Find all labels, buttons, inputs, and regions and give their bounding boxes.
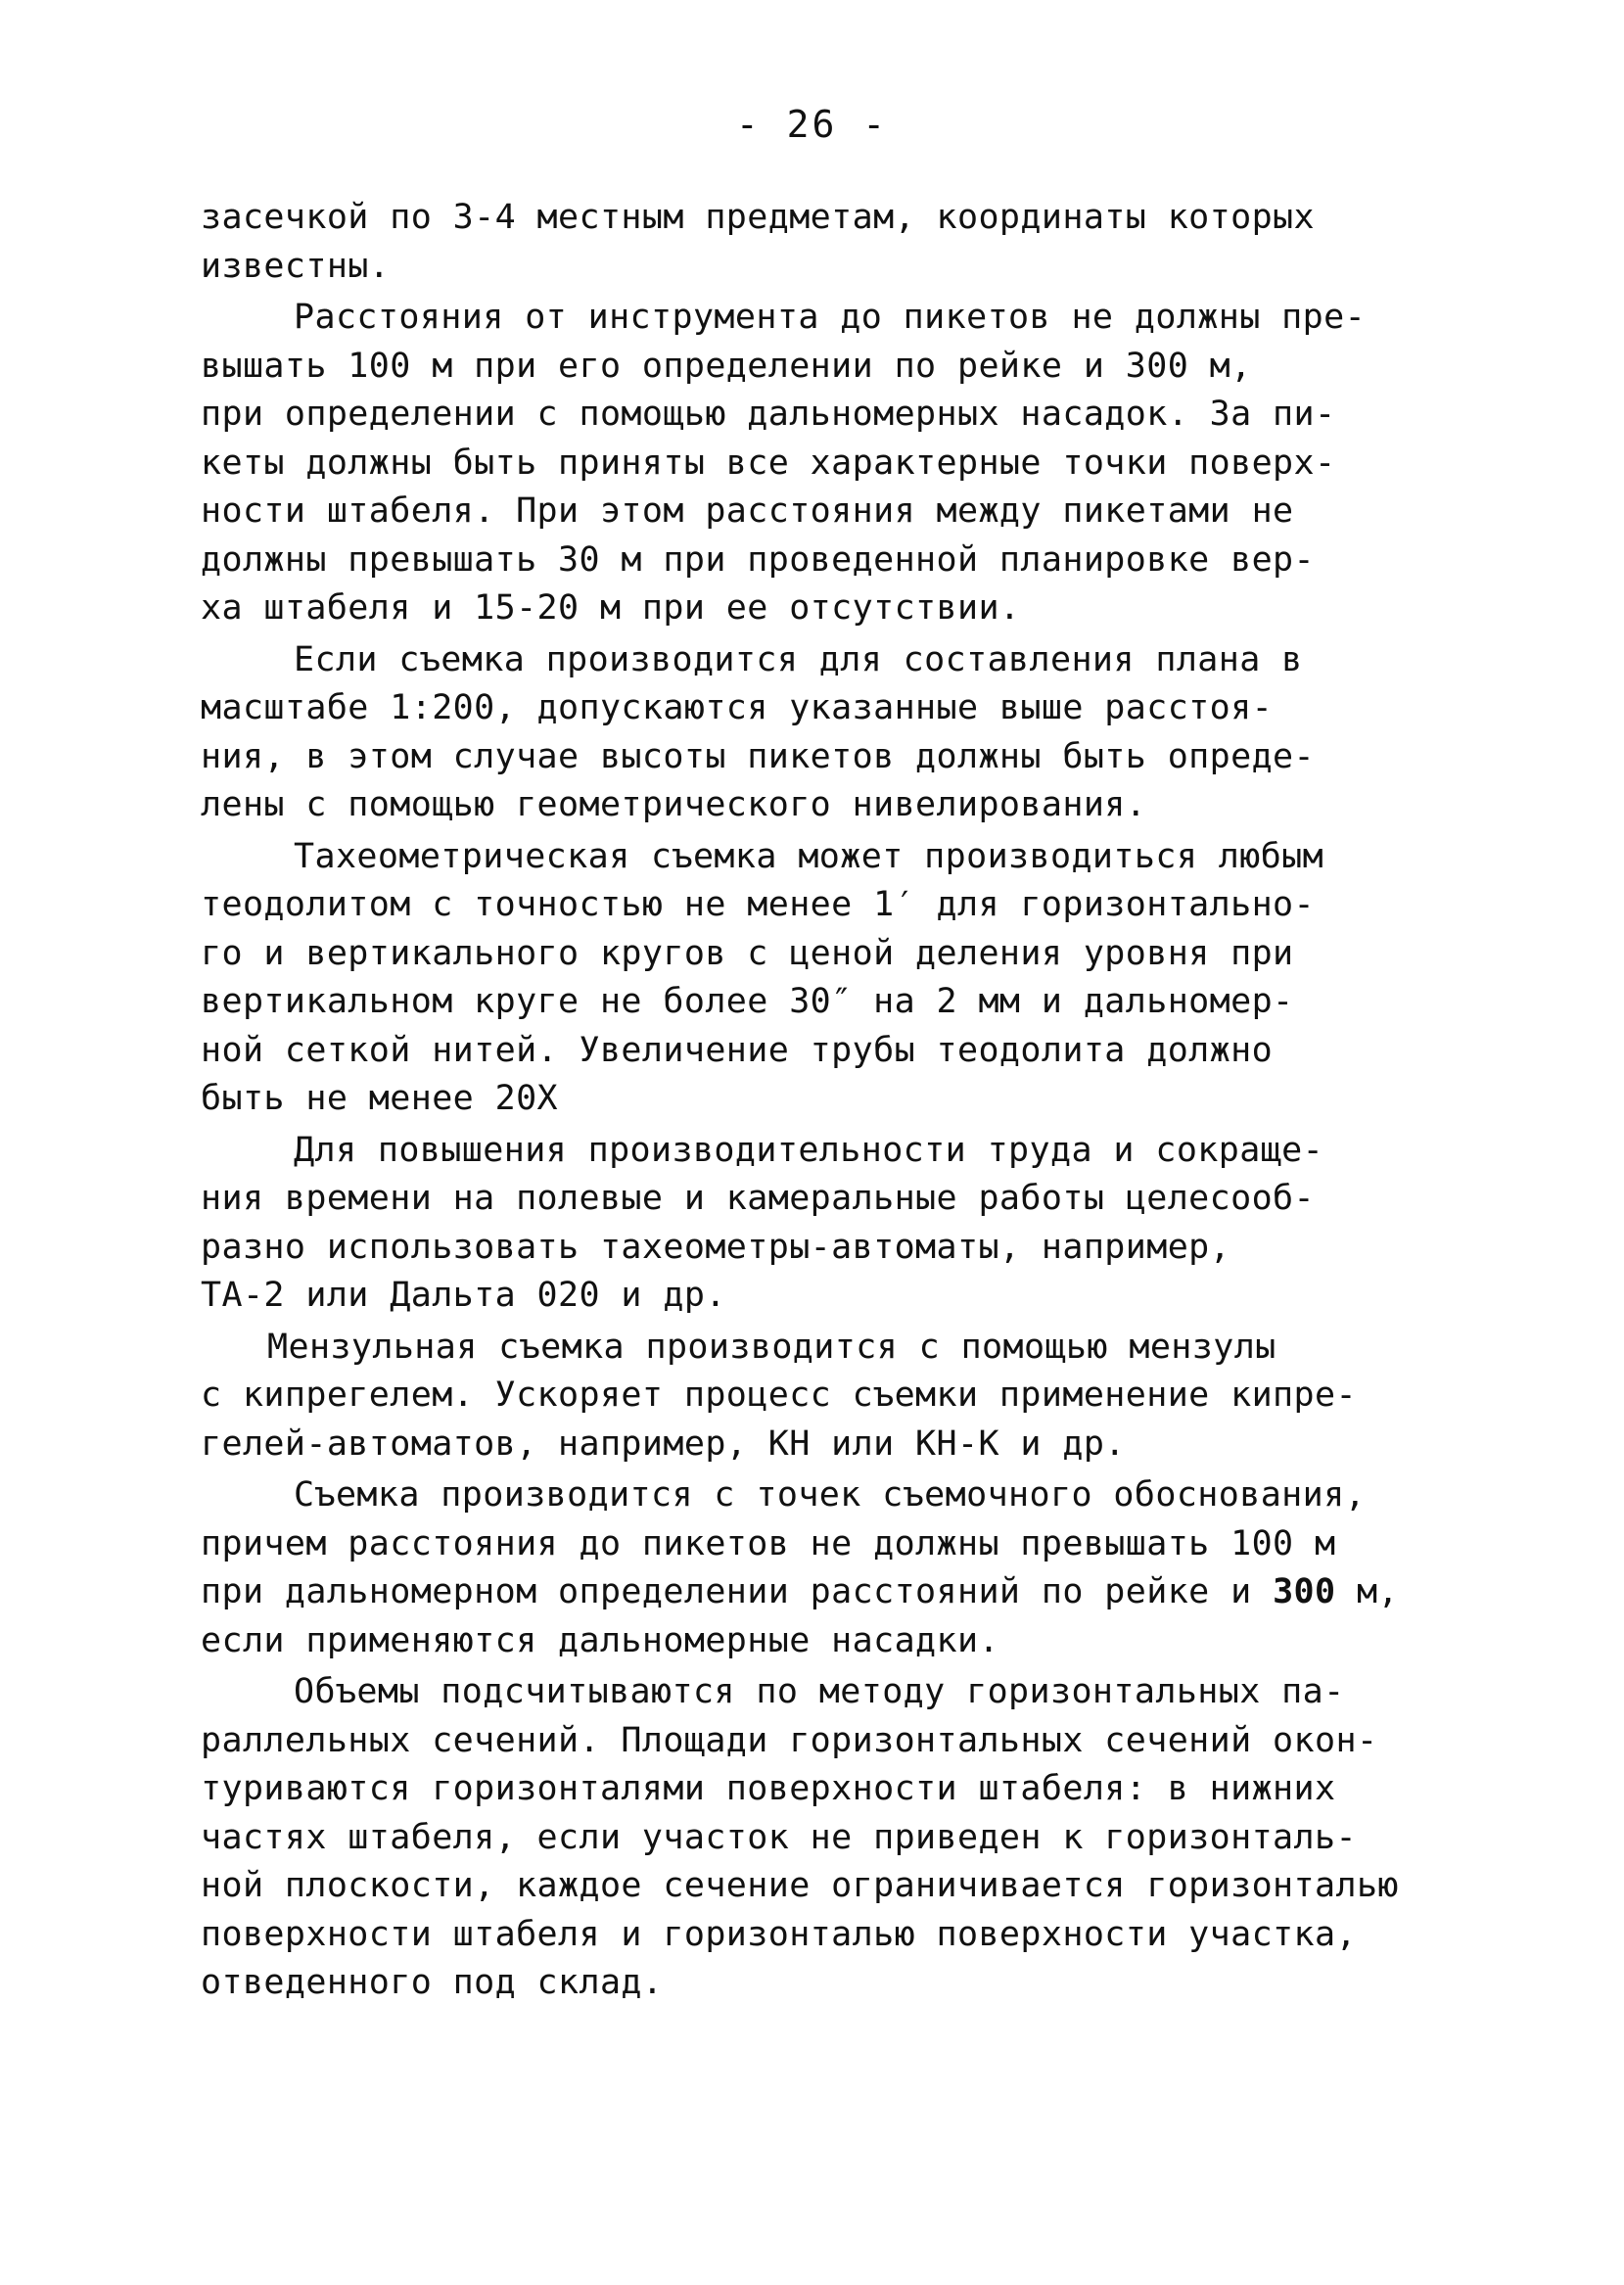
text-line: ной сеткой нитей. Увеличение трубы теодолита должно (201, 1030, 1274, 1070)
text-line: вышать 100 м при его определении по рейке и 300 м, (201, 346, 1252, 386)
paragraph-start-line: Объемы подсчитываются по методу горизонтальных па- (294, 1672, 1345, 1711)
text-line: при дальномерном определении расстояний по рейке и 300 м, (201, 1572, 1399, 1611)
paragraph-start-line: Если съемка производится для составления плана в (294, 639, 1303, 679)
text-line: кеты должны быть приняты все характерные точки поверх- (201, 443, 1336, 483)
text-line: поверхности штабеля и горизонталью поверхности участка, (201, 1914, 1357, 1954)
text-line: вертикальном круге не более 30″ на 2 мм и дальномер- (201, 982, 1294, 1021)
bold-number: 300 (1273, 1572, 1336, 1611)
text-line: должны превышать 30 м при проведенной планировке вер- (201, 539, 1316, 580)
text-line: частях штабеля, если участок не приведен к горизонталь- (201, 1817, 1357, 1857)
text-line: если применяются дальномерные насадки. (201, 1620, 999, 1660)
text-line: ния, в этом случае высоты пикетов должны быть опреде- (201, 736, 1316, 776)
text-line: быть не менее 20Х (201, 1079, 559, 1118)
text-line: ной плоскости, каждое сечение ограничивается горизонталью (201, 1866, 1399, 1905)
text-line: ха штабеля и 15-20 м при ее отсутствии. (201, 588, 1021, 628)
text-line: теодолитом с точностью не менее 1′ для горизонтально- (201, 885, 1316, 924)
text-line: при определении с помощью дальномерных насадок. За пи- (201, 395, 1336, 434)
text-line: гелей-автоматов, например, КН или КН-К и др. (201, 1423, 1126, 1464)
text-line: туриваются горизонталями поверхности штабеля: в нижних (201, 1769, 1336, 1808)
paragraph-start-line: Съемка производится с точек съемочного обоснования, (294, 1475, 1367, 1515)
text-line: ности штабеля. При этом расстояния между пикетами не (201, 491, 1294, 531)
text-line: с кипрегелем. Ускоряет процесс съемки применение кипре- (201, 1376, 1357, 1415)
text-line: разно использовать тахеометры-автоматы, например, (201, 1227, 1231, 1267)
paragraph-start-line: Тахеометрическая съемка может производиться любым (294, 836, 1324, 876)
text-line: засечкой по 3-4 местным предметам, координаты которых (201, 198, 1316, 237)
text-line: го и вертикального кругов с ценой деления уровня при (201, 933, 1294, 973)
text-line: лены с помощью геометрического нивелирования. (201, 785, 1147, 824)
text-line: ния времени на полевые и камеральные работы целесооб- (201, 1179, 1316, 1218)
page-number: - 26 - (735, 103, 889, 146)
paragraph-start-line: Для повышения производительности труда и сокраще- (294, 1130, 1324, 1170)
body-text (201, 194, 1503, 2008)
text-line: раллельных сечений. Площади горизонтальных сечений окон- (201, 1720, 1378, 1760)
text-line: масштабе 1:200, допускаются указанные выше расстоя- (201, 688, 1274, 727)
paragraph-start-line: Мензульная съемка производится с помощью мензулы (267, 1327, 1276, 1367)
text-line: ТА-2 или Дальта 020 и др. (201, 1276, 726, 1315)
text-line: отведенного под склад. (201, 1963, 664, 2002)
paragraph-start-line: Расстояния от инструмента до пикетов не должны пре- (294, 298, 1367, 337)
text-line: известны. (201, 246, 391, 286)
text-line: причем расстояния до пикетов не должны превышать 100 м (201, 1523, 1336, 1563)
